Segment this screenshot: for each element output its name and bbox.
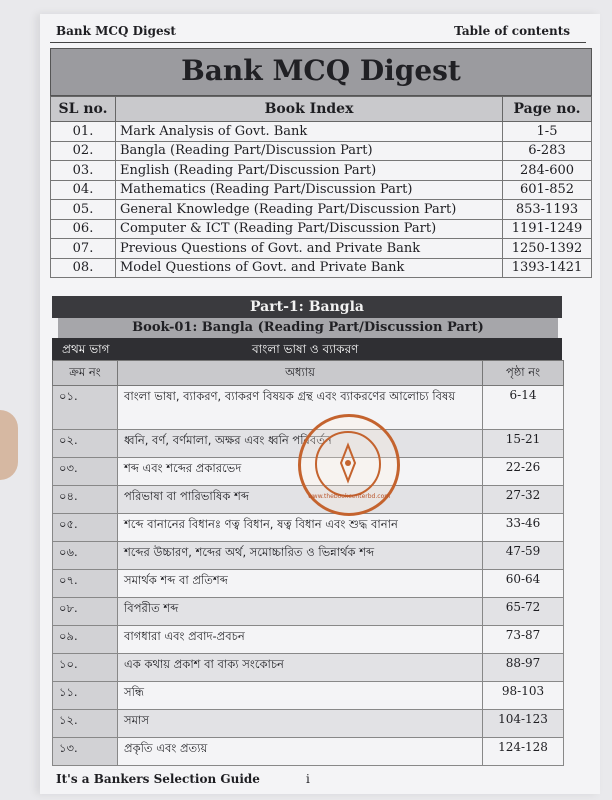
chapter-no-cell: ১১. — [53, 682, 118, 710]
index-title-cell: Previous Questions of Govt. and Private Bank — [116, 239, 503, 259]
running-header-title: Bank MCQ Digest — [56, 24, 176, 38]
table-row — [51, 258, 592, 278]
index-page-cell: 1-5 — [503, 122, 592, 142]
document-page — [40, 14, 600, 794]
index-title-cell: Computer & ICT (Reading Part/Discussion Part) — [116, 219, 503, 239]
chapter-no-cell: ১২. — [53, 710, 118, 738]
chapter-page-cell: 22-26 — [483, 458, 564, 486]
index-page-cell: 1393-1421 — [503, 258, 592, 278]
thumb — [0, 410, 18, 480]
table-row — [53, 542, 564, 570]
chapter-title-cell: সমাস — [118, 710, 483, 738]
table-row — [53, 514, 564, 542]
table-row — [51, 161, 592, 181]
index-sl-cell: 06. — [51, 219, 116, 239]
table-row — [51, 219, 592, 239]
chapter-title-cell: শব্দে বানানের বিধানঃ ণত্ব বিধান, ষত্ব বিধান এবং শুদ্ধ বানান — [118, 514, 483, 542]
index-sl-cell: 08. — [51, 258, 116, 278]
col-header-book-index: Book Index — [116, 97, 503, 122]
table-row — [51, 200, 592, 220]
section-label: প্রথম ভাগ — [62, 342, 110, 356]
table-row — [53, 682, 564, 710]
chapter-title-cell: প্রকৃতি এবং প্রত্যয় — [118, 738, 483, 766]
page-number: i — [306, 772, 310, 786]
index-sl-cell: 03. — [51, 161, 116, 181]
chapter-page-cell: 73-87 — [483, 626, 564, 654]
col-header-chapter: অধ্যায় — [118, 361, 483, 386]
table-row — [51, 239, 592, 259]
chapter-no-cell: ১০. — [53, 654, 118, 682]
chapter-no-cell: ০৯. — [53, 626, 118, 654]
table-row — [53, 738, 564, 766]
chapter-page-cell: 15-21 — [483, 430, 564, 458]
index-sl-cell: 07. — [51, 239, 116, 259]
col-header-pages: পৃষ্ঠা নং — [483, 361, 564, 386]
chapter-title-cell: এক কথায় প্রকাশ বা বাক্য সংকোচন — [118, 654, 483, 682]
chapter-page-cell: 6-14 — [483, 386, 564, 430]
index-title-cell: Mark Analysis of Govt. Bank — [116, 122, 503, 142]
section-heading — [52, 338, 562, 360]
chapter-title-cell: শব্দ এবং শব্দের প্রকারভেদ — [118, 458, 483, 486]
book-heading: Book-01: Bangla (Reading Part/Discussion Part) — [58, 318, 558, 338]
chapter-title-cell: শব্দের উচ্চারণ, শব্দের অর্থ, সমোচ্চারিত ও ভিন্নার্থক শব্দ — [118, 542, 483, 570]
chapter-page-cell: 104-123 — [483, 710, 564, 738]
index-page-cell: 1250-1392 — [503, 239, 592, 259]
table-row — [51, 122, 592, 142]
chapter-title-cell: বাগধারা এবং প্রবাদ-প্রবচন — [118, 626, 483, 654]
chapter-no-cell: ১৩. — [53, 738, 118, 766]
index-page-cell: 1191-1249 — [503, 219, 592, 239]
footer-tagline: It's a Bankers Selection Guide — [56, 772, 260, 786]
index-title-cell: Bangla (Reading Part/Discussion Part) — [116, 141, 503, 161]
header-divider — [50, 42, 586, 43]
index-title-cell: English (Reading Part/Discussion Part) — [116, 161, 503, 181]
publisher-stamp — [298, 414, 400, 516]
chapter-page-cell: 27-32 — [483, 486, 564, 514]
book-title-banner: Bank MCQ Digest — [50, 48, 592, 96]
chapter-title-cell: সন্ধি — [118, 682, 483, 710]
index-sl-cell: 05. — [51, 200, 116, 220]
table-row — [53, 570, 564, 598]
index-page-cell: 6-283 — [503, 141, 592, 161]
stamp-pen-icon — [315, 431, 381, 497]
index-page-cell: 853-1193 — [503, 200, 592, 220]
chapter-no-cell: ০৭. — [53, 570, 118, 598]
table-row — [53, 710, 564, 738]
stamp-url: www.thebookcenterbd.com — [307, 493, 391, 500]
chapter-no-cell: ০৫. — [53, 514, 118, 542]
chapter-page-cell: 60-64 — [483, 570, 564, 598]
chapter-page-cell: 47-59 — [483, 542, 564, 570]
chapter-title-cell: ধ্বনি, বর্ণ, বর্ণমালা, অক্ষর এবং ধ্বনি পরিবর্তন — [118, 430, 483, 458]
index-title-cell: General Knowledge (Reading Part/Discussion Part) — [116, 200, 503, 220]
chapter-title-cell: সমার্থক শব্দ বা প্রতিশব্দ — [118, 570, 483, 598]
table-row — [53, 386, 564, 430]
chapter-page-cell: 98-103 — [483, 682, 564, 710]
index-sl-cell: 02. — [51, 141, 116, 161]
col-header-page: Page no. — [503, 97, 592, 122]
chapter-title-cell: বাংলা ভাষা, ব্যাকরণ, ব্যাকরণ বিষয়ক গ্রন্থ এবং ব্যাকরণের আলোচ্য বিষয় — [118, 386, 483, 430]
book-index-table — [50, 96, 592, 278]
chapter-no-cell: ০৪. — [53, 486, 118, 514]
running-header-section: Table of contents — [454, 24, 570, 38]
table-row — [51, 180, 592, 200]
section-title: বাংলা ভাষা ও ব্যাকরণ — [252, 342, 359, 356]
chapter-no-cell: ০৩. — [53, 458, 118, 486]
index-title-cell: Model Questions of Govt. and Private Bank — [116, 258, 503, 278]
col-header-serial: ক্রম নং — [53, 361, 118, 386]
chapter-table — [52, 360, 564, 766]
chapter-page-cell: 33-46 — [483, 514, 564, 542]
col-header-sl: SL no. — [51, 97, 116, 122]
chapter-no-cell: ০৬. — [53, 542, 118, 570]
table-row — [53, 654, 564, 682]
table-row — [53, 626, 564, 654]
chapter-title-cell: বিপরীত শব্দ — [118, 598, 483, 626]
table-row — [51, 141, 592, 161]
table-row — [53, 598, 564, 626]
part-heading: Part-1: Bangla — [52, 296, 562, 318]
chapter-no-cell: ০২. — [53, 430, 118, 458]
index-page-cell: 601-852 — [503, 180, 592, 200]
chapter-page-cell: 65-72 — [483, 598, 564, 626]
index-title-cell: Mathematics (Reading Part/Discussion Part) — [116, 180, 503, 200]
index-sl-cell: 01. — [51, 122, 116, 142]
chapter-page-cell: 124-128 — [483, 738, 564, 766]
index-page-cell: 284-600 — [503, 161, 592, 181]
chapter-page-cell: 88-97 — [483, 654, 564, 682]
chapter-no-cell: ০১. — [53, 386, 118, 430]
index-sl-cell: 04. — [51, 180, 116, 200]
chapter-no-cell: ০৮. — [53, 598, 118, 626]
chapter-title-cell: পরিভাষা বা পারিভাষিক শব্দ — [118, 486, 483, 514]
